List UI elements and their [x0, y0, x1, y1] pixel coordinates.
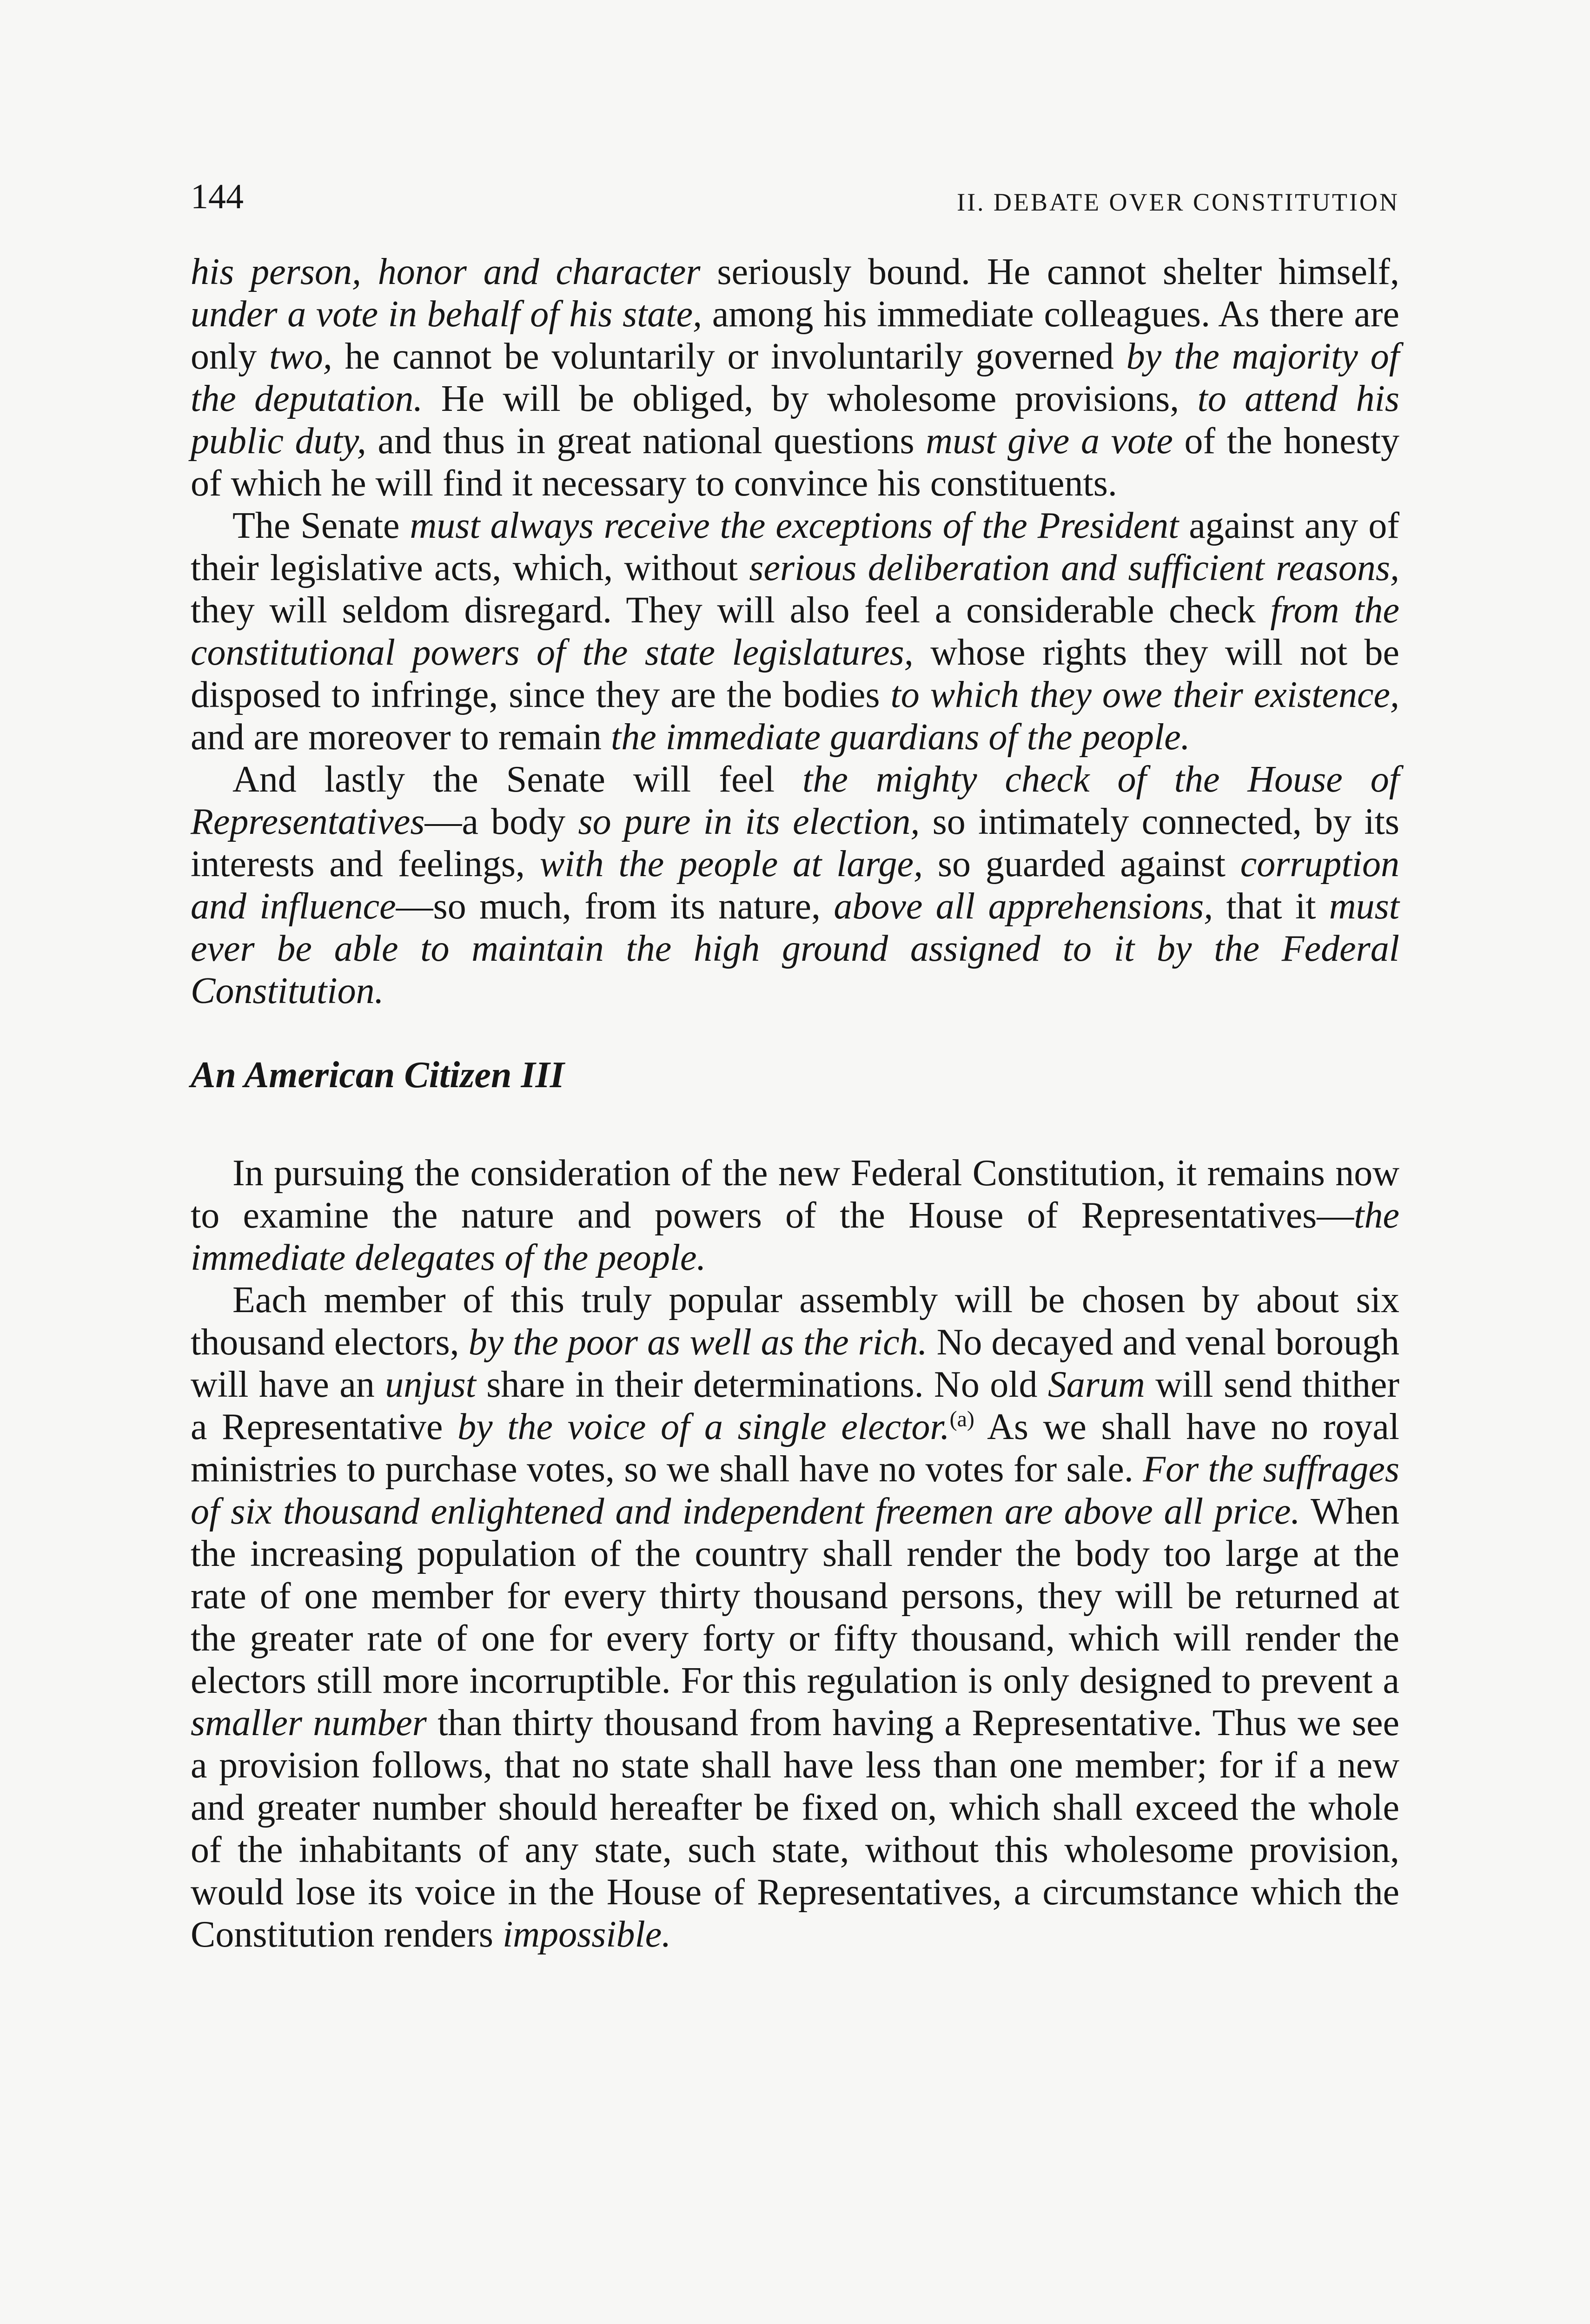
italic-text: by the poor as well as the rich.: [468, 1322, 928, 1363]
italic-text: with the people at large,: [539, 844, 923, 885]
italic-text: impossible.: [503, 1914, 671, 1955]
italic-text: Sarum: [1047, 1364, 1145, 1405]
italic-text: the mighty check of the House of Representatives: [191, 759, 1399, 842]
body-text: and are moreover to remain: [191, 717, 611, 758]
body-text: he cannot be voluntarily or involuntarily governed: [332, 336, 1126, 377]
text-block-top: [191, 251, 1399, 1012]
running-head: [191, 177, 1399, 223]
italic-text: For the suffrages of six thousand enlightened and independent freemen are above all price.: [191, 1449, 1399, 1532]
paragraph: [191, 1279, 1399, 1956]
italic-text: must ever be able to maintain the high ground assigned to it by the Federal Constitution.: [191, 886, 1400, 1011]
italic-text: by the voice of a single elector.: [457, 1406, 950, 1447]
italic-text: the immediate delegates of the people.: [191, 1195, 1399, 1278]
body-text: —so much, from its nature,: [396, 886, 834, 927]
italic-text: to which they owe their existence,: [890, 674, 1399, 715]
italic-text: by the majority of the deputation.: [191, 336, 1400, 419]
paragraph: [191, 1152, 1399, 1279]
body-text: And lastly the Senate will feel: [232, 759, 803, 800]
paragraph: [191, 505, 1399, 759]
body-text: share in their determinations. No old: [476, 1364, 1048, 1405]
italic-text: from the constitutional powers of the state legislatures,: [191, 590, 1400, 673]
italic-text: two,: [269, 336, 332, 377]
italic-text: under a vote in behalf of his state,: [191, 294, 702, 335]
body-text: —a body: [424, 801, 578, 842]
body-text: seriously bound. He cannot shelter himself,: [700, 251, 1399, 292]
italic-text: to attend his public duty,: [191, 378, 1400, 462]
italic-text: so pure in its election,: [578, 801, 920, 842]
italic-text: serious deliberation and sufficient reasons,: [749, 548, 1400, 588]
body-text: As we shall have no royal ministries to purchase votes, so we shall have no votes for sale.: [191, 1406, 1400, 1490]
body-text: so intimately connected, by its interests and feelings,: [191, 801, 1399, 885]
body-text: The Senate: [232, 505, 410, 546]
body-text: No decayed and venal borough will have an: [191, 1322, 1400, 1405]
italic-text: the immediate guardians of the people.: [611, 717, 1190, 758]
body-text: and thus in great national questions: [366, 421, 926, 462]
italic-text: unjust: [385, 1364, 476, 1405]
footnote-marker: (a): [949, 1406, 974, 1432]
body-text: that it: [1213, 886, 1329, 927]
italic-text: his person, honor and character: [191, 251, 701, 292]
body-text: whose rights they will not be disposed to infringe, since they are the bodies: [191, 632, 1399, 715]
body-text: Each member of this truly popular assembly will be chosen by about six thousand electors,: [191, 1280, 1399, 1363]
body-text: He will be obliged, by wholesome provisions,: [423, 378, 1198, 419]
body-text: When the increasing population of the country shall render the body too large at the rate of one member for every thirty thousand persons, they will be returned at the greater rate of one for every forty or fifty thousand, which will render the electors still more incorruptible. For this regulation is only designed to prevent a: [191, 1491, 1399, 1701]
subheading: An American Citizen III: [191, 1055, 564, 1096]
body-text: than thirty thousand from having a Representative. Thus we see a provision follows, that no state shall have less than one member; for if a new and greater number should hereafter be fixed on, which shall exceed the whole of the inhabitants of any state, such state, without this wholesome provision, would lose its voice in the House of Representatives, a circumstance which the Constitution renders: [191, 1703, 1399, 1955]
italic-text: above all apprehensions,: [834, 886, 1213, 927]
paragraph: [191, 759, 1399, 1012]
italic-text: must always receive the exceptions of the President: [410, 505, 1179, 546]
body-text: against any of their legislative acts, which, without: [191, 505, 1400, 588]
body-text: In pursuing the consideration of the new Federal Constitution, it remains now to examine the nature and powers of the House of Representatives—: [191, 1153, 1399, 1236]
body-text: will send thither a Representative: [191, 1364, 1400, 1447]
paragraph: [191, 251, 1399, 505]
body-text: among his immediate colleagues. As there are only: [191, 294, 1399, 377]
italic-text: corruption and influence: [191, 844, 1400, 927]
body-text: of the honesty of which he will find it necessary to convince his constituents.: [191, 421, 1400, 504]
text-block-bottom: [191, 1152, 1399, 1956]
page-number: 144: [191, 177, 244, 216]
book-page: [191, 177, 1399, 1956]
italic-text: smaller number: [191, 1703, 427, 1743]
body-text: so guarded against: [923, 844, 1240, 885]
section-title: II. DEBATE OVER CONSTITUTION: [957, 188, 1399, 216]
italic-text: must give a vote: [926, 421, 1173, 462]
body-text: they will seldom disregard. They will also feel a considerable check: [191, 590, 1271, 631]
